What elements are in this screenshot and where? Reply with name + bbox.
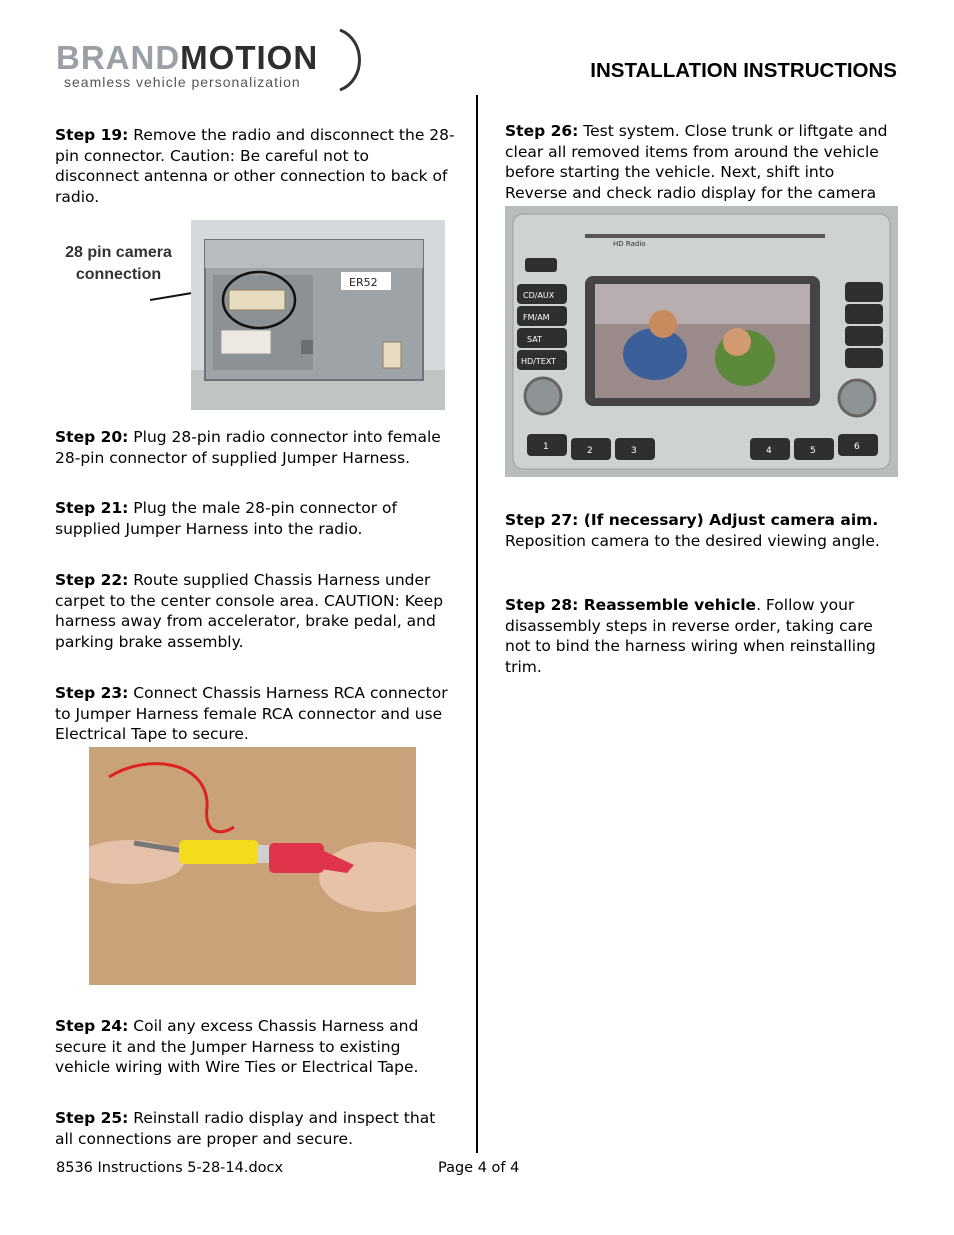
brand-tagline: seamless vehicle personalization xyxy=(64,74,301,90)
figure-caption-line: 28 pin camera xyxy=(65,244,172,261)
step-21 xyxy=(55,498,455,539)
step-text: Test system. Close trunk or liftgate and clear all removed items from around the vehicle before starting the vehicle. Next, shift into Reverse and check radio display for the camera xyxy=(505,122,888,202)
step-label: Step 24: xyxy=(55,1017,129,1035)
step-text: Plug 28-pin radio connector into female 28-pin connector of supplied Jumper Harness. xyxy=(55,428,441,467)
step-text: Route supplied Chassis Harness under carpet to the center console area. CAUTION: Keep harness away from accelerator, brake pedal, and parking brake assembly. xyxy=(55,571,444,651)
step-label: Step 28: Reassemble vehicle xyxy=(505,596,757,614)
brand-logo-part1: BRAND xyxy=(56,39,181,76)
step-text: Connect Chassis Harness RCA connector to Jumper Harness female RCA connector and use Electrical Tape to secure. xyxy=(55,684,448,743)
document-title: INSTALLATION INSTRUCTIONS xyxy=(590,59,897,82)
step-label: Step 21: xyxy=(55,499,129,517)
figure-caption-line: connection xyxy=(75,266,162,283)
step-text: Plug the male 28-pin connector of supplied Jumper Harness into the radio. xyxy=(55,499,397,538)
sat-button-label: SAT xyxy=(527,335,542,344)
label-tag-text: ER52 xyxy=(349,276,378,289)
step-text: Remove the radio and disconnect the 28-pin connector. Caution: Be careful not to disconnect antenna or other connection to back of radio. xyxy=(55,126,455,206)
radio-unit-image xyxy=(191,220,445,410)
hd-radio-label: HD Radio xyxy=(613,240,646,248)
rca-connector-image xyxy=(89,747,416,985)
step-text: Reinstall radio display and inspect that all connections are proper and secure. xyxy=(55,1109,436,1148)
step-label: Step 20: xyxy=(55,428,129,446)
preset-6-label: 6 xyxy=(854,442,860,452)
step-22 xyxy=(55,570,455,652)
step-20 xyxy=(55,427,455,468)
step-23 xyxy=(55,683,455,745)
hd-text-button-label: HD/TEXT xyxy=(521,357,557,366)
step-label: Step 23: xyxy=(55,684,129,702)
step-label: Step 19: xyxy=(55,126,129,144)
figure-caption xyxy=(56,242,181,286)
step-label: Step 22: xyxy=(55,571,129,589)
step-19 xyxy=(55,125,455,207)
fm-am-button-label: FM/AM xyxy=(523,313,550,322)
step-text: Reposition camera to the desired viewing angle. xyxy=(505,531,880,550)
step-24 xyxy=(55,1016,455,1078)
logo-arc-icon xyxy=(336,26,368,94)
step-label: Step 25: xyxy=(55,1109,129,1127)
brand-logo-part2: MOTION xyxy=(180,39,319,76)
column-divider xyxy=(476,95,478,1153)
step-text: . Follow your disassembly steps in reverse order, taking care not to bind the harness wiring when reinstalling trim. xyxy=(505,596,876,676)
preset-5-label: 5 xyxy=(810,446,816,456)
step-28 xyxy=(505,595,900,677)
preset-2-label: 2 xyxy=(587,446,593,456)
radio-display-image xyxy=(505,206,898,477)
step-27 xyxy=(505,510,900,551)
step-label: Step 26: xyxy=(505,122,579,140)
radio-display-photo xyxy=(505,206,898,477)
preset-3-label: 3 xyxy=(631,446,637,456)
preset-1-label: 1 xyxy=(543,442,549,452)
footer-filename: 8536 Instructions 5-28-14.docx xyxy=(56,1160,284,1176)
preset-4-label: 4 xyxy=(766,446,772,456)
cd-aux-button-label: CD/AUX xyxy=(523,291,555,300)
footer-page-number: Page 4 of 4 xyxy=(438,1160,520,1176)
radio-connector-photo xyxy=(191,220,445,410)
step-25 xyxy=(55,1108,455,1149)
brand-logo xyxy=(56,41,318,74)
rca-connector-photo xyxy=(89,747,416,985)
step-label: Step 27: (If necessary) Adjust camera aim. xyxy=(505,511,879,529)
step-text: Coil any excess Chassis Harness and secure it and the Jumper Harness to existing vehicle wiring with Wire Ties or Electrical Tape. xyxy=(55,1017,419,1076)
